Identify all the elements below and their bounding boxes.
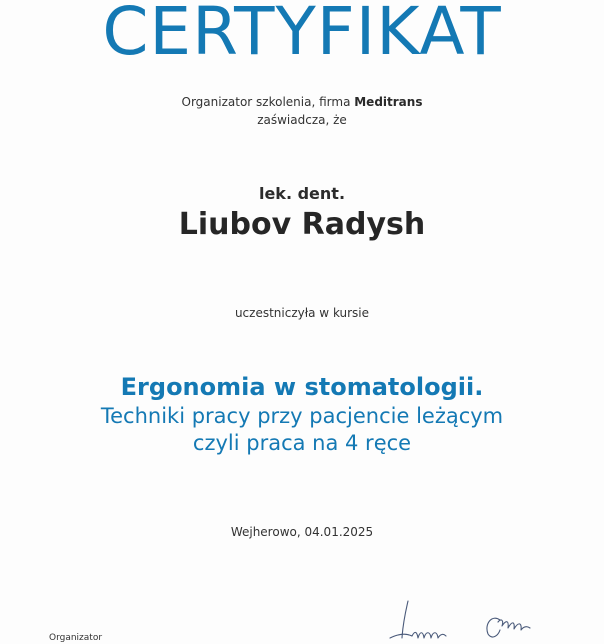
recipient-prefix: lek. dent. bbox=[258, 184, 346, 203]
organizer-label: Organizator bbox=[49, 633, 103, 643]
organizer-intro-text: Organizator szkolenia, firma bbox=[181, 95, 355, 109]
course-subtitle-line1: Techniki pracy przy pacjencie leżącym bbox=[100, 404, 504, 428]
signature-icon bbox=[388, 598, 538, 640]
organizer-company: Meditrans bbox=[354, 95, 423, 109]
certifies-text: zaświadcza, że bbox=[257, 113, 347, 127]
organizer-intro bbox=[0, 94, 604, 110]
participation-text: uczestniczyła w kursie bbox=[234, 306, 370, 320]
course-title: Ergonomia w stomatologii. bbox=[120, 373, 484, 401]
certificate-title: CERTYFIKAT bbox=[102, 0, 502, 70]
course-subtitle-line2: czyli praca na 4 ręce bbox=[192, 431, 412, 455]
recipient-name: Liubov Radysh bbox=[178, 207, 426, 242]
place-and-date: Wejherowo, 04.01.2025 bbox=[230, 525, 374, 539]
